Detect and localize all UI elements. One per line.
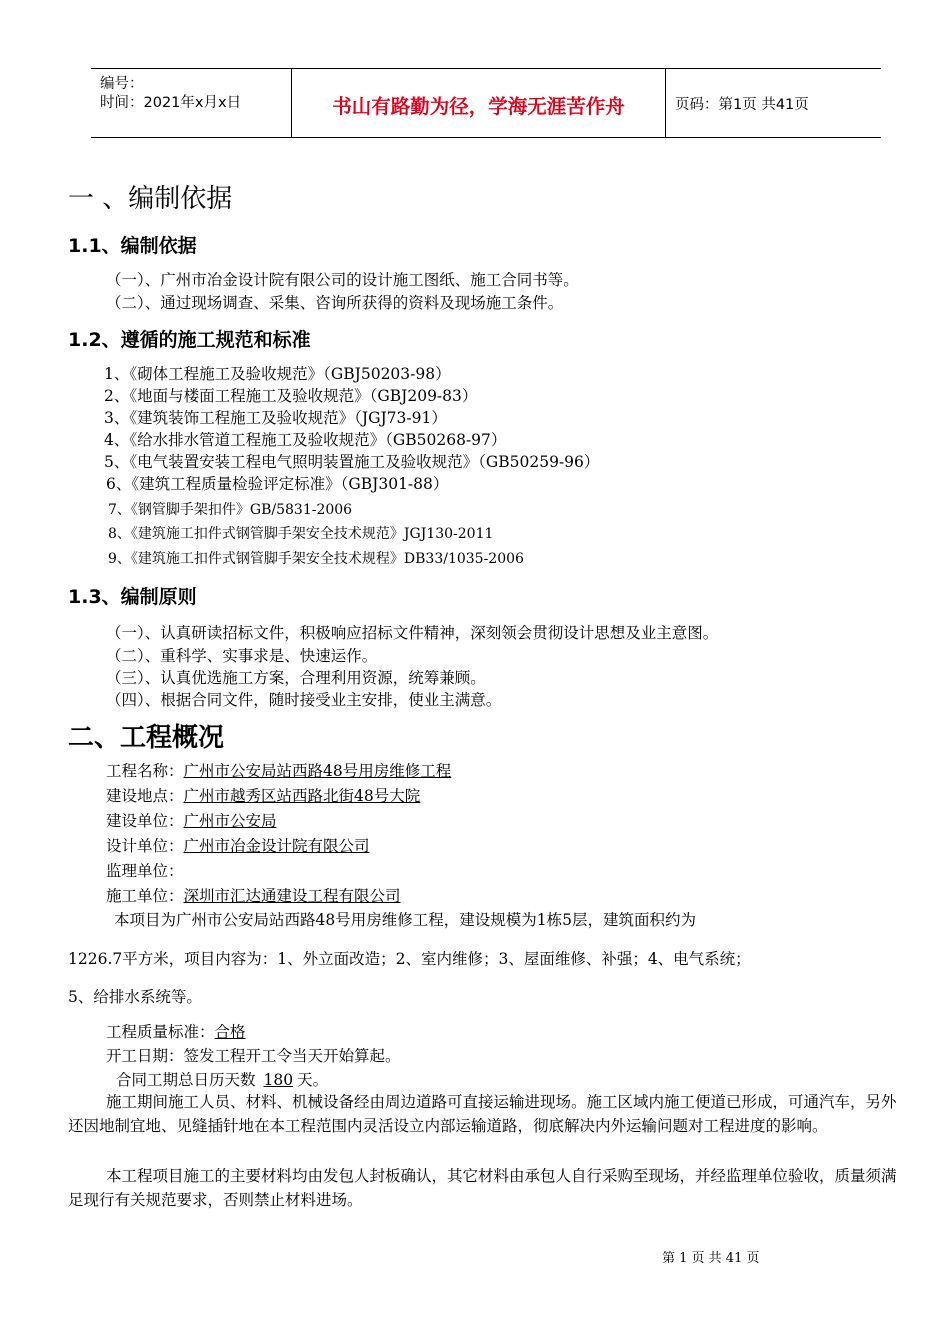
project-name-row xyxy=(106,759,451,781)
project-name-label: 工程名称： xyxy=(106,762,184,780)
project-designer-label: 设计单位： xyxy=(106,837,184,855)
project-owner-row xyxy=(106,809,277,831)
list-item: 4、《给水排水管道工程施工及验收规范》（GB50268-97） xyxy=(104,431,507,449)
start-date-text: 开工日期：签发工程开工令当天开始算起。 xyxy=(106,1047,401,1065)
project-scope-line: 1226.7平方米，项目内容为：1、外立面改造；2、室内维修；3、屋面维修、补强；4、电气系统； xyxy=(68,950,751,968)
quality-label: 工程质量标准： xyxy=(106,1023,215,1041)
list-item: （二）、通过现场调查、采集、咨询所获得的资料及现场施工条件。 xyxy=(106,294,564,312)
project-location-row xyxy=(106,784,420,806)
quality-value: 合格 xyxy=(214,1023,246,1041)
section-1-title: 一 、编制依据 xyxy=(68,184,233,214)
page-label: 页码：第1页 共41页 xyxy=(675,97,809,113)
project-contractor-value: 深圳市汇达通建设工程有限公司 xyxy=(183,887,401,905)
list-item: （四）、根据合同文件，随时接受业主安排，使业主满意。 xyxy=(106,691,502,709)
section-1-1-title: 1.1、编制依据 xyxy=(68,235,197,257)
time-label: 时间：2021年x月x日 xyxy=(100,95,242,111)
list-item: 7、《钢管脚手架扣件》GB/5831-2006 xyxy=(108,502,353,518)
list-item: 6、《建筑工程质量检验评定标准》（GBJ301-88） xyxy=(106,475,449,493)
list-item: 5、《电气装置安装工程电气照明装置施工及验收规范》（GB50259-96） xyxy=(104,453,600,471)
header-cell-meta xyxy=(91,69,292,137)
list-item: 2、《地面与楼面工程施工及验收规范》（GBJ209-83） xyxy=(104,387,478,405)
list-item: （一）、认真研读招标文件，积极响应招标文件精神，深刻领会贯彻设计思想及业主意图。 xyxy=(106,624,719,642)
list-item: （一）、广州市冶金设计院有限公司的设计施工图纸、施工合同书等。 xyxy=(106,271,579,289)
project-name-value: 广州市公安局站西路48号用房维修工程 xyxy=(183,762,452,780)
project-location-value: 广州市越秀区站西路北街48号大院 xyxy=(183,787,421,805)
section-2-title: 二、工程概况 xyxy=(68,723,225,753)
section-1-2-title: 1.2、遵循的施工规范和标准 xyxy=(68,329,311,351)
page-footer: 第 1 页 共 41 页 xyxy=(662,1251,760,1266)
project-location-label: 建设地点： xyxy=(106,787,184,805)
duration-value: 180 xyxy=(263,1071,294,1089)
materials-paragraph: 本工程项目施工的主要材料均由发包人封板确认，其它材料由承包人自行采购至现场，并经监理单位验收，质量须满足现行有关规范要求，否则禁止材料进场。 xyxy=(68,1167,897,1209)
quality-row xyxy=(106,1020,246,1042)
section-1-3-title: 1.3、编制原则 xyxy=(68,586,197,608)
project-supervisor-label: 监理单位： xyxy=(106,862,184,880)
project-designer-row xyxy=(106,834,370,856)
list-item: 9、《建筑施工扣件式钢管脚手架安全技术规程》DB33/1035-2006 xyxy=(108,551,524,567)
project-scope-line: 本项目为广州市公安局站西路48号用房维修工程，建设规模为1栋5层，建筑面积约为 xyxy=(114,911,696,929)
header-table xyxy=(91,68,881,138)
serial-label: 编号： xyxy=(100,76,144,92)
header-cell-motto xyxy=(292,69,666,137)
project-scope-line: 5、给排水系统等。 xyxy=(68,988,202,1006)
duration-suffix: 天。 xyxy=(297,1071,329,1089)
transport-paragraph: 施工期间施工人员、材料、机械设备经由周边道路可直接运输进现场。施工区域内施工便道已形成，可通汽车，另外还因地制宜地、见缝插针地在本工程范围内灵活设立内部运输道路，彻底解决内外运输问题对工程进度的影响。 xyxy=(68,1093,897,1135)
list-item: （三）、认真优选施工方案，合理利用资源，统筹兼顾。 xyxy=(106,669,486,687)
project-designer-value: 广州市冶金设计院有限公司 xyxy=(183,837,370,855)
project-contractor-label: 施工单位： xyxy=(106,887,184,905)
project-owner-value: 广州市公安局 xyxy=(183,812,277,830)
project-contractor-row xyxy=(106,884,401,906)
header-cell-page xyxy=(666,69,881,137)
list-item: 1、《砌体工程施工及验收规范》（GBJ50203-98） xyxy=(104,365,451,383)
project-supervisor-row xyxy=(106,859,184,881)
list-item: 8、《建筑施工扣件式钢管脚手架安全技术规范》JGJ130-2011 xyxy=(108,526,494,542)
motto-text: 书山有路勤为径，学海无涯苦作舟 xyxy=(332,95,625,118)
project-owner-label: 建设单位： xyxy=(106,812,184,830)
list-item: 3、《建筑装饰工程施工及验收规范》（JGJ73-91） xyxy=(104,409,447,427)
list-item: （二）、重科学、实事求是、快速运作。 xyxy=(106,647,378,665)
duration-row xyxy=(116,1068,328,1090)
duration-prefix: 合同工期总日历天数 xyxy=(116,1071,256,1089)
